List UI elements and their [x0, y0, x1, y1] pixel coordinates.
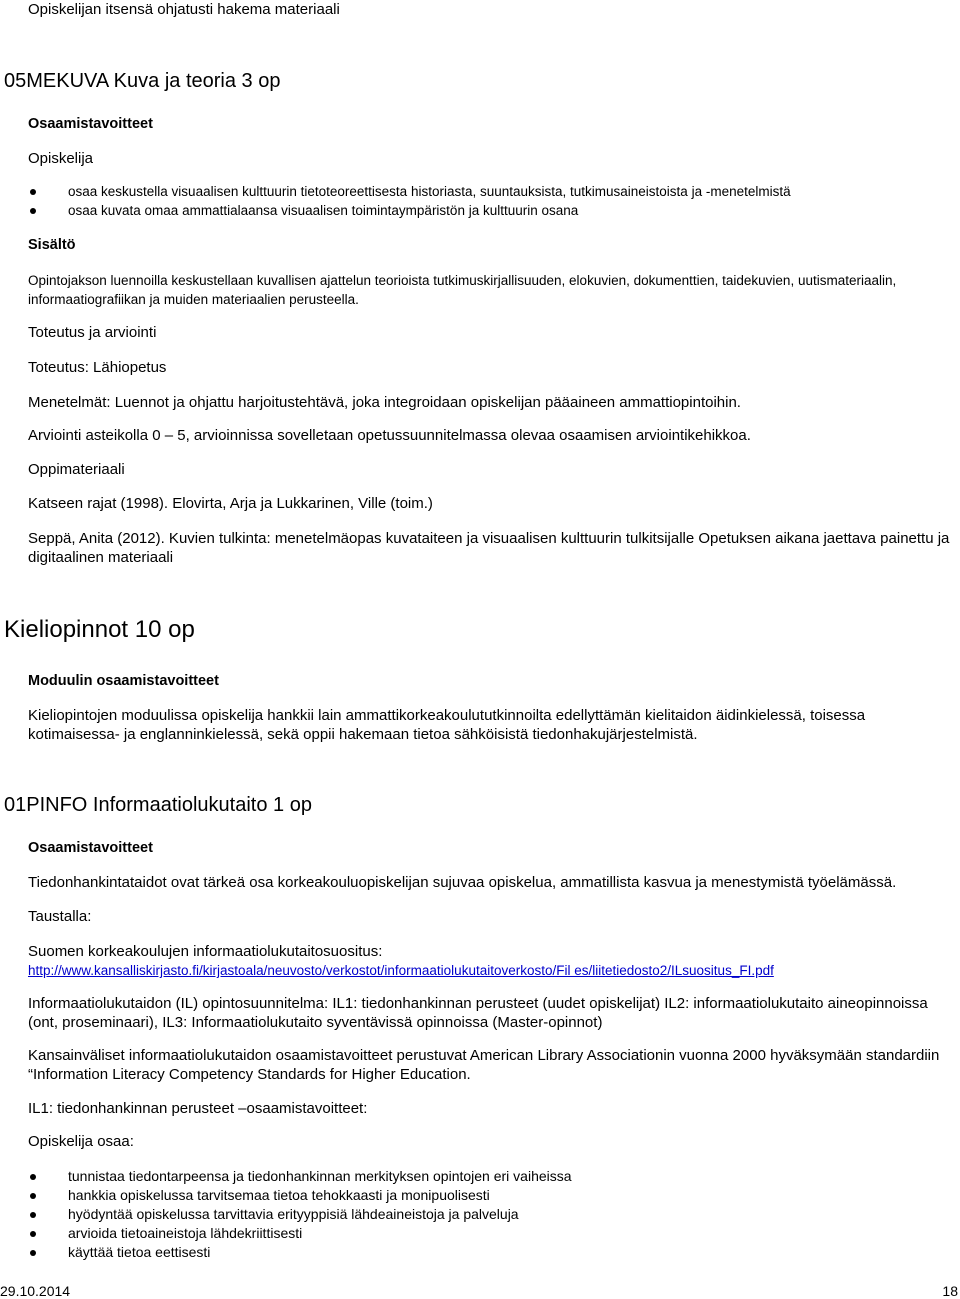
- il1-goals-list: [0, 1167, 950, 1262]
- il1-heading: IL1: tiedonhankinnan perusteet –osaamistavoitteet:: [28, 1100, 368, 1117]
- heading-toteutus-ja-arviointi: Toteutus ja arviointi: [28, 324, 157, 341]
- course-title-mekuva: 05MEKUVA Kuva ja teoria 3 op: [4, 70, 281, 92]
- list-item: osaa keskustella visuaalisen kulttuurin tietoteoreettisesta historiasta, suuntauksista, tutkimusaineistoista ja -menetelmistä: [0, 182, 950, 201]
- list-item: hyödyntää opiskelussa tarvittavia erityyppisiä lähdeaineistoja ja palveluja: [0, 1205, 950, 1224]
- footer-page-number: 18: [942, 1283, 958, 1299]
- heading-oppimateriaali: Oppimateriaali: [28, 461, 125, 478]
- page-header: Opiskelijan itsensä ohjatusti hakema materiaali: [28, 1, 340, 18]
- suositus-link[interactable]: http://www.kansalliskirjasto.fi/kirjastoala/neuvosto/verkostot/informaatiolukutaitoverkosto/Fil es/liitetiedosto2/ILsuositus_FI.pdf: [28, 963, 774, 978]
- label-suositus: Suomen korkeakoulujen informaatiolukutaitosuositus:: [28, 943, 383, 960]
- goals-list: [0, 182, 950, 220]
- list-item: tunnistaa tiedontarpeensa ja tiedonhankinnan merkityksen opintojen eri vaiheissa: [0, 1167, 950, 1186]
- footer-date: 29.10.2014: [0, 1283, 71, 1299]
- sisalto-text: Opintojakson luennoilla keskustellaan kuvallisen ajattelun teorioista tutkimuskirjallisuuden, elokuvien, dokumenttien, taidekuvien, uutismateriaalin, informaatiografiikan ja muiden materiaalien perusteella.: [28, 273, 897, 307]
- reference-seppa: Seppä, Anita (2012). Kuvien tulkinta: menetelmäopas kuvataiteen ja visuaalisen kulttuurin tulkitsijalle Opetuksen aikana jaettava painettu ja digitaalinen materiaali: [28, 530, 950, 566]
- reference-katseen-rajat: Katseen rajat (1998). Elovirta, Arja ja Lukkarinen, Ville (toim.): [28, 495, 433, 512]
- kansainvaliset-tavoitteet: Kansainväliset informaatiolukutaidon osaamistavoitteet perustuvat American Library Associationin vuonna 2000 hyväksymään standardiin “Information Literacy Competency Standards for Higher Education.: [28, 1047, 940, 1083]
- list-item: arvioida tietoaineistoja lähdekriittisesti: [0, 1224, 950, 1243]
- arviointi-text: Arviointi asteikolla 0 – 5, arvioinnissa sovelletaan opetussuunnitelmassa olevaa osaamisen arviointikehikkoa.: [28, 427, 751, 444]
- menetelmat-text: Menetelmät: Luennot ja ohjattu harjoitustehtävä, joka integroidaan opiskelijan pääaineen ammattiopintoihin.: [28, 394, 741, 411]
- pinfo-intro: Tiedonhankintataidot ovat tärkeä osa korkeakouluopiskelijan sujuvaa opiskelua, ammatillista kasvua ja menestymistä työelämässä.: [28, 874, 897, 891]
- label-opiskelija-osaa: Opiskelija osaa:: [28, 1133, 134, 1150]
- label-opiskelija: Opiskelija: [28, 150, 94, 167]
- list-item: hankkia opiskelussa tarvitsemaa tietoa tehokkaasti ja monipuolisesti: [0, 1186, 950, 1205]
- list-item: osaa kuvata omaa ammattialaansa visuaalisen toimintaympäristön ja kulttuurin osana: [0, 201, 950, 220]
- toteutus-text: Toteutus: Lähiopetus: [28, 359, 167, 376]
- heading-osaamistavoitteet: Osaamistavoitteet: [28, 116, 153, 132]
- kieliopinnot-text: Kieliopintojen moduulissa opiskelija hankkii lain ammattikorkeakoulututkinnoilta edellyttämän kielitaidon äidinkielessä, toisessa kotimaisessa- ja englanninkielessä, sekä oppii hakemaan tietoa sähköisistä tiedonhakujärjestelmistä.: [28, 707, 866, 743]
- label-taustalla: Taustalla:: [28, 908, 92, 925]
- il-opintosuunnitelma: Informaatiolukutaidon (IL) opintosuunnitelma: IL1: tiedonhankinnan perusteet (uudet opiskelijat) IL2: informaatiolukutaito aineopinnoissa (ont, proseminaari), IL3: Informaatiolukutaito syventävissä opinnoissa (Master-opinnot): [28, 995, 928, 1031]
- heading-sisalto: Sisältö: [28, 237, 76, 253]
- heading-moduulin-osaamistavoitteet: Moduulin osaamistavoitteet: [28, 673, 219, 689]
- section-title-kieliopinnot: Kieliopinnot 10 op: [4, 616, 195, 643]
- heading-osaamistavoitteet-pinfo: Osaamistavoitteet: [28, 840, 153, 856]
- course-title-pinfo: 01PINFO Informaatiolukutaito 1 op: [4, 794, 312, 816]
- list-item: käyttää tietoa eettisesti: [0, 1243, 950, 1262]
